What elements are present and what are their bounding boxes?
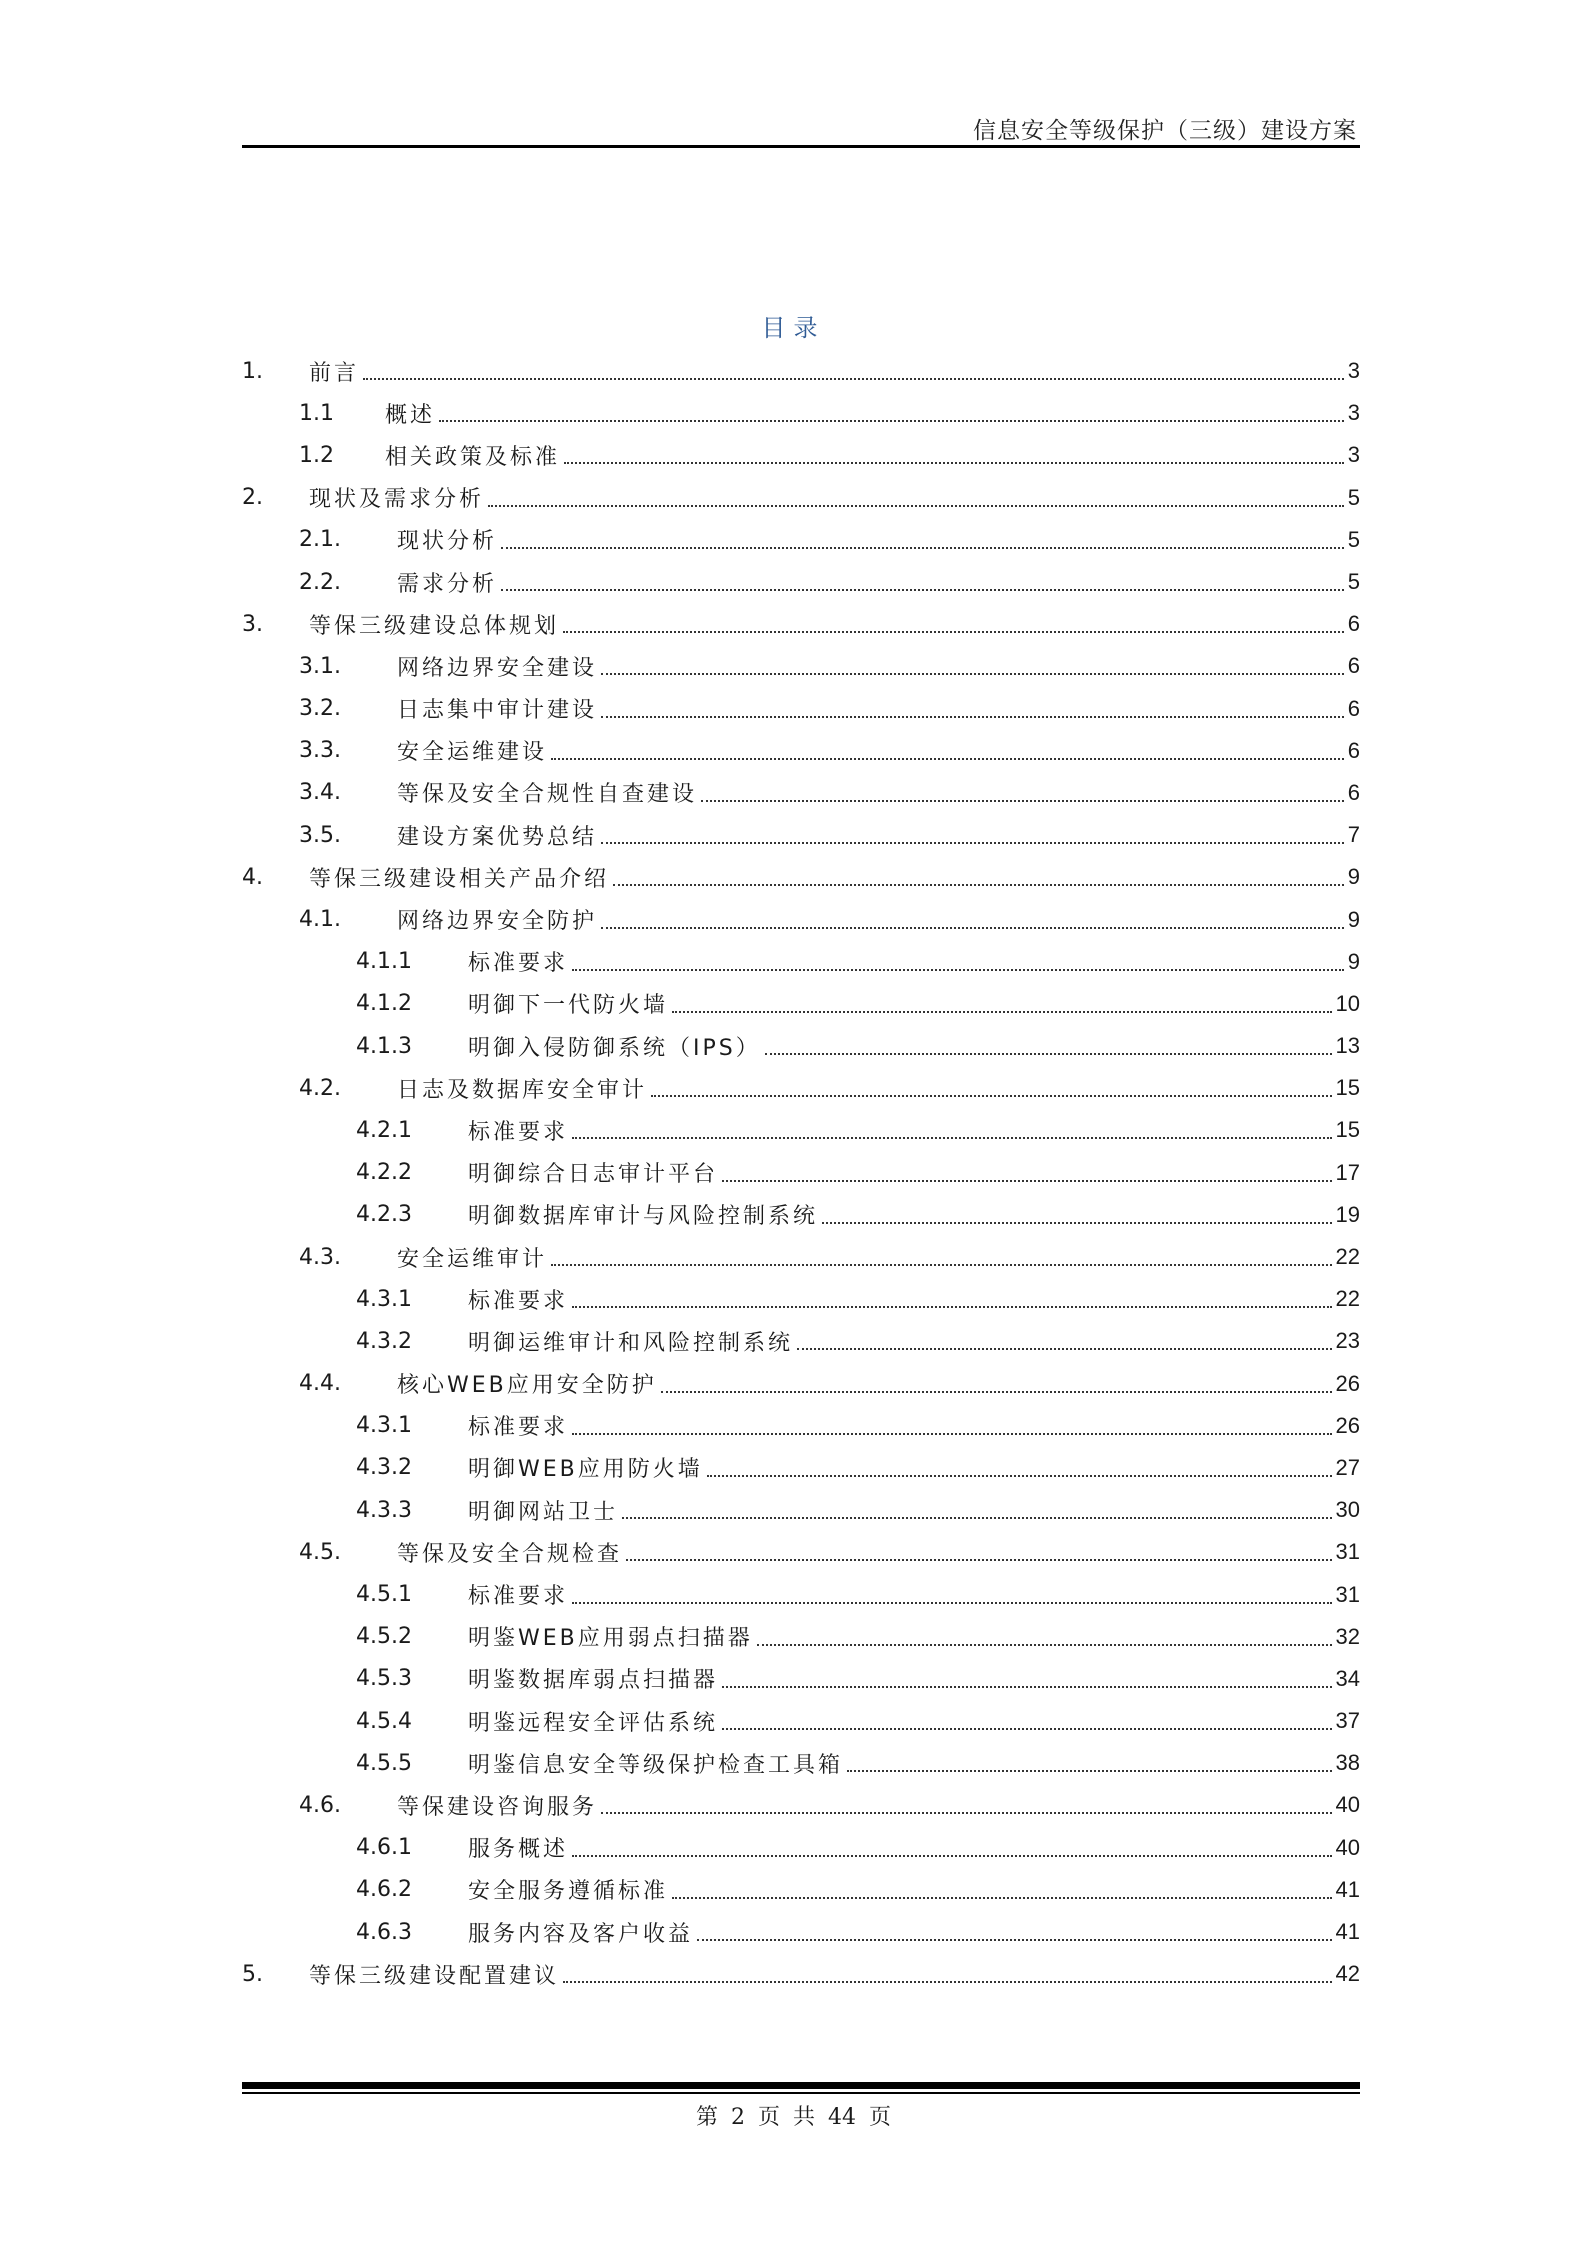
toc-entry[interactable] [242, 1067, 1360, 1109]
header-divider [242, 145, 1360, 148]
toc-dot-leader [572, 1433, 1332, 1435]
toc-entry-page: 40 [1335, 1834, 1360, 1860]
toc-dot-leader [722, 1728, 1332, 1730]
toc-entry-number: 4.1.1 [356, 949, 412, 975]
toc-entry[interactable] [242, 1869, 1360, 1911]
toc-entry-page: 42 [1335, 1961, 1360, 1987]
toc-entry-number: 4.3.1 [356, 1286, 412, 1312]
toc-entry-title: 标准要求 [468, 1288, 569, 1314]
toc-entry[interactable] [242, 1447, 1360, 1489]
toc-dot-leader [563, 631, 1344, 633]
toc-dot-leader [697, 1939, 1332, 1941]
toc-entry-title: 安全运维审计 [397, 1246, 548, 1272]
toc-entry-page: 15 [1335, 1075, 1360, 1101]
toc-dot-leader [551, 1264, 1332, 1266]
toc-entry-page: 34 [1335, 1665, 1360, 1691]
toc-entry[interactable] [242, 1489, 1360, 1531]
toc-entry[interactable] [242, 730, 1360, 772]
toc-entry-page: 6 [1347, 737, 1360, 763]
toc-entry-number: 3.5. [299, 822, 341, 848]
toc-entry-page: 6 [1347, 653, 1360, 679]
toc-entry-number: 4.1. [299, 907, 341, 933]
toc-entry-title: 安全服务遵循标准 [468, 1879, 669, 1905]
toc-entry-page: 3 [1347, 400, 1360, 426]
toc-entry-title: 安全运维建设 [397, 740, 548, 766]
toc-dot-leader [707, 1475, 1332, 1477]
toc-entry-title: 服务概述 [468, 1837, 569, 1863]
toc-entry-page: 10 [1335, 990, 1360, 1016]
toc-entry-title: 核心WEB应用安全防护 [397, 1373, 657, 1399]
toc-entry-page: 40 [1335, 1792, 1360, 1818]
toc-entry-page: 3 [1347, 358, 1360, 384]
toc-dot-leader [797, 1348, 1332, 1350]
toc-entry-page: 9 [1347, 864, 1360, 890]
toc-entry-number: 4.3.2 [356, 1455, 412, 1481]
toc-entry[interactable] [242, 1573, 1360, 1615]
toc-entry-title: 建设方案优势总结 [397, 824, 598, 850]
document-title: 信息安全等级保护（三级）建设方案 [973, 118, 1357, 144]
toc-entry-title: 服务内容及客户收益 [468, 1921, 694, 1947]
toc-entry-title: 标准要求 [468, 1415, 569, 1441]
toc-entry-page: 5 [1347, 569, 1360, 595]
toc-entry[interactable] [242, 772, 1360, 814]
toc-entry-title: 网络边界安全建设 [397, 655, 598, 681]
toc-dot-leader [847, 1770, 1332, 1772]
toc-entry-number: 4.6.3 [356, 1919, 412, 1945]
toc-entry[interactable] [242, 1025, 1360, 1067]
toc-dot-leader [572, 1306, 1332, 1308]
toc-dot-leader [672, 1897, 1332, 1899]
toc-entry-page: 22 [1335, 1244, 1360, 1270]
toc-dot-leader [564, 462, 1344, 464]
toc-entry-page: 30 [1335, 1497, 1360, 1523]
toc-entry-number: 4.1.3 [356, 1033, 412, 1059]
toc-dot-leader [572, 969, 1344, 971]
toc-entry[interactable] [242, 1953, 1360, 1995]
toc-entry[interactable] [242, 1405, 1360, 1447]
toc-entry-number: 3.4. [299, 780, 341, 806]
toc-entry-number: 4.6.1 [356, 1835, 412, 1861]
toc-entry[interactable] [242, 1827, 1360, 1869]
footer-divider-thick [242, 2082, 1360, 2089]
toc-entry-title: 明御数据库审计与风险控制系统 [468, 1204, 819, 1230]
toc-entry[interactable] [242, 1363, 1360, 1405]
toc-entry[interactable] [242, 1152, 1360, 1194]
toc-entry-title: 明鉴信息安全等级保护检查工具箱 [468, 1752, 844, 1778]
toc-entry-title: 明御入侵防御系统（IPS） [468, 1035, 761, 1061]
toc-entry[interactable] [242, 1616, 1360, 1658]
toc-dot-leader [661, 1391, 1332, 1393]
toc-entry-page: 22 [1335, 1286, 1360, 1312]
toc-entry[interactable] [242, 1320, 1360, 1362]
toc-entry-title: 明御综合日志审计平台 [468, 1162, 719, 1188]
toc-dot-leader [572, 1855, 1332, 1857]
toc-entry-page: 31 [1335, 1539, 1360, 1565]
toc-entry[interactable] [242, 1531, 1360, 1573]
toc-entry-title: 明鉴数据库弱点扫描器 [468, 1668, 719, 1694]
toc-entry-number: 1.1 [299, 400, 334, 426]
toc-entry-number: 4.2.1 [356, 1117, 412, 1143]
toc-entry[interactable] [242, 603, 1360, 645]
toc-entry-title: 明鉴远程安全评估系统 [468, 1710, 719, 1736]
toc-dot-leader [488, 505, 1344, 507]
toc-dot-leader [822, 1222, 1332, 1224]
toc-dot-leader [572, 1137, 1332, 1139]
toc-entry[interactable] [242, 1784, 1360, 1826]
toc-heading: 目录 [761, 314, 826, 342]
toc-entry[interactable] [242, 1278, 1360, 1320]
toc-entry[interactable] [242, 898, 1360, 940]
toc-entry-number: 4.5.1 [356, 1582, 412, 1608]
toc-entry-number: 4.5.3 [356, 1666, 412, 1692]
toc-entry-number: 4.5.4 [356, 1708, 412, 1734]
toc-entry[interactable] [242, 688, 1360, 730]
toc-entry[interactable] [242, 477, 1360, 519]
toc-entry-page: 6 [1347, 695, 1360, 721]
toc-entry-number: 4.6.2 [356, 1877, 412, 1903]
toc-dot-leader [613, 884, 1344, 886]
toc-entry-title: 明鉴WEB应用弱点扫描器 [468, 1626, 753, 1652]
toc-entry[interactable] [242, 1742, 1360, 1784]
toc-entry-number: 2.2. [299, 569, 341, 595]
toc-entry-page: 17 [1335, 1159, 1360, 1185]
toc-entry-title: 明御下一代防火墙 [468, 993, 669, 1019]
toc-entry-page: 41 [1335, 1876, 1360, 1902]
toc-entry[interactable] [242, 814, 1360, 856]
toc-dot-leader [601, 673, 1344, 675]
toc-entry-number: 4.2.3 [356, 1202, 412, 1228]
toc-entry[interactable] [242, 392, 1360, 434]
toc-entry-number: 3. [242, 611, 263, 637]
toc-entry-page: 5 [1347, 526, 1360, 552]
toc-entry-title: 需求分析 [397, 571, 498, 597]
toc-entry[interactable] [242, 434, 1360, 476]
toc-dot-leader [501, 547, 1344, 549]
toc-entry-title: 标准要求 [468, 1584, 569, 1610]
toc-entry-number: 2.1. [299, 527, 341, 553]
toc-entry-page: 5 [1347, 484, 1360, 510]
toc-entry[interactable] [242, 983, 1360, 1025]
toc-entry-number: 4.2. [299, 1075, 341, 1101]
toc-entry-page: 9 [1347, 906, 1360, 932]
toc-entry-title: 等保及安全合规检查 [397, 1541, 623, 1567]
toc-dot-leader [622, 1517, 1332, 1519]
toc-entry-number: 4.3.2 [356, 1328, 412, 1354]
table-of-contents [242, 350, 1360, 1995]
toc-entry-page: 27 [1335, 1454, 1360, 1480]
toc-entry-title: 等保三级建设配置建议 [309, 1963, 560, 1989]
toc-entry-page: 41 [1335, 1919, 1360, 1945]
toc-entry-title: 现状及需求分析 [309, 487, 485, 513]
toc-entry-title: 明御WEB应用防火墙 [468, 1457, 703, 1483]
toc-dot-leader [765, 1053, 1332, 1055]
toc-dot-leader [701, 800, 1344, 802]
toc-entry[interactable] [242, 1911, 1360, 1953]
toc-dot-leader [757, 1644, 1332, 1646]
toc-entry[interactable] [242, 561, 1360, 603]
toc-entry-page: 26 [1335, 1412, 1360, 1438]
toc-entry[interactable] [242, 350, 1360, 392]
toc-entry-title: 等保三级建设相关产品介绍 [309, 866, 610, 892]
toc-entry-number: 4. [242, 864, 263, 890]
toc-entry[interactable] [242, 1658, 1360, 1700]
toc-entry-title: 概述 [385, 402, 436, 428]
toc-entry-title: 日志集中审计建设 [397, 698, 598, 724]
toc-entry-page: 31 [1335, 1581, 1360, 1607]
toc-dot-leader [651, 1095, 1332, 1097]
toc-entry[interactable] [242, 1194, 1360, 1236]
toc-entry-page: 15 [1335, 1117, 1360, 1143]
toc-entry-title: 现状分析 [397, 529, 498, 555]
toc-entry-number: 4.5.2 [356, 1624, 412, 1650]
toc-dot-leader [439, 420, 1344, 422]
toc-entry-title: 等保三级建设总体规划 [309, 613, 560, 639]
toc-entry-page: 13 [1335, 1033, 1360, 1059]
toc-dot-leader [601, 1812, 1332, 1814]
toc-dot-leader [601, 927, 1344, 929]
toc-entry-title: 等保建设咨询服务 [397, 1794, 598, 1820]
toc-entry[interactable] [242, 645, 1360, 687]
toc-dot-leader [626, 1559, 1332, 1561]
toc-entry[interactable] [242, 941, 1360, 983]
toc-entry-page: 37 [1335, 1708, 1360, 1734]
toc-entry-number: 4.4. [299, 1371, 341, 1397]
toc-entry-page: 19 [1335, 1201, 1360, 1227]
toc-entry-page: 32 [1335, 1623, 1360, 1649]
toc-dot-leader [672, 1011, 1332, 1013]
toc-entry-number: 3.1. [299, 653, 341, 679]
toc-entry-number: 4.5.5 [356, 1750, 412, 1776]
toc-entry[interactable] [242, 1700, 1360, 1742]
toc-entry-page: 6 [1347, 611, 1360, 637]
toc-entry-title: 标准要求 [468, 951, 569, 977]
toc-entry-page: 7 [1347, 822, 1360, 848]
toc-entry-number: 4.3.1 [356, 1413, 412, 1439]
toc-entry-number: 4.1.2 [356, 991, 412, 1017]
toc-entry-page: 3 [1347, 442, 1360, 468]
toc-entry-number: 2. [242, 485, 263, 511]
toc-entry-title: 等保及安全合规性自查建设 [397, 782, 698, 808]
toc-dot-leader [601, 716, 1344, 718]
toc-entry-title: 日志及数据库安全审计 [397, 1077, 648, 1103]
toc-entry-number: 4.2.2 [356, 1160, 412, 1186]
toc-entry-page: 9 [1347, 948, 1360, 974]
toc-dot-leader [551, 758, 1344, 760]
toc-entry-title: 网络边界安全防护 [397, 909, 598, 935]
toc-entry-number: 4.6. [299, 1792, 341, 1818]
toc-entry-number: 1.2 [299, 442, 334, 468]
page-number: 第 2 页 共 44 页 [696, 2105, 891, 2130]
toc-entry-page: 26 [1335, 1370, 1360, 1396]
toc-entry[interactable] [242, 856, 1360, 898]
toc-dot-leader [572, 1602, 1332, 1604]
toc-entry-number: 4.5. [299, 1539, 341, 1565]
footer-divider-thin [242, 2092, 1360, 2094]
toc-entry-number: 3.3. [299, 738, 341, 764]
toc-entry-page: 6 [1347, 779, 1360, 805]
toc-entry-number: 5. [242, 1961, 263, 1987]
toc-entry-title: 明御网站卫士 [468, 1499, 619, 1525]
toc-entry-number: 4.3. [299, 1244, 341, 1270]
toc-entry[interactable] [242, 519, 1360, 561]
toc-dot-leader [563, 1981, 1332, 1983]
toc-entry-number: 3.2. [299, 696, 341, 722]
toc-entry[interactable] [242, 1109, 1360, 1151]
toc-dot-leader [722, 1686, 1332, 1688]
toc-dot-leader [722, 1180, 1332, 1182]
toc-dot-leader [363, 378, 1344, 380]
toc-entry-page: 38 [1335, 1750, 1360, 1776]
toc-dot-leader [601, 842, 1344, 844]
toc-entry-title: 明御运维审计和风险控制系统 [468, 1330, 794, 1356]
toc-entry-title: 前言 [309, 360, 360, 386]
toc-entry[interactable] [242, 1236, 1360, 1278]
toc-entry-number: 4.3.3 [356, 1497, 412, 1523]
toc-entry-page: 23 [1335, 1328, 1360, 1354]
toc-dot-leader [501, 589, 1344, 591]
toc-entry-title: 相关政策及标准 [385, 444, 561, 470]
toc-entry-number: 1. [242, 358, 263, 384]
toc-entry-title: 标准要求 [468, 1119, 569, 1145]
